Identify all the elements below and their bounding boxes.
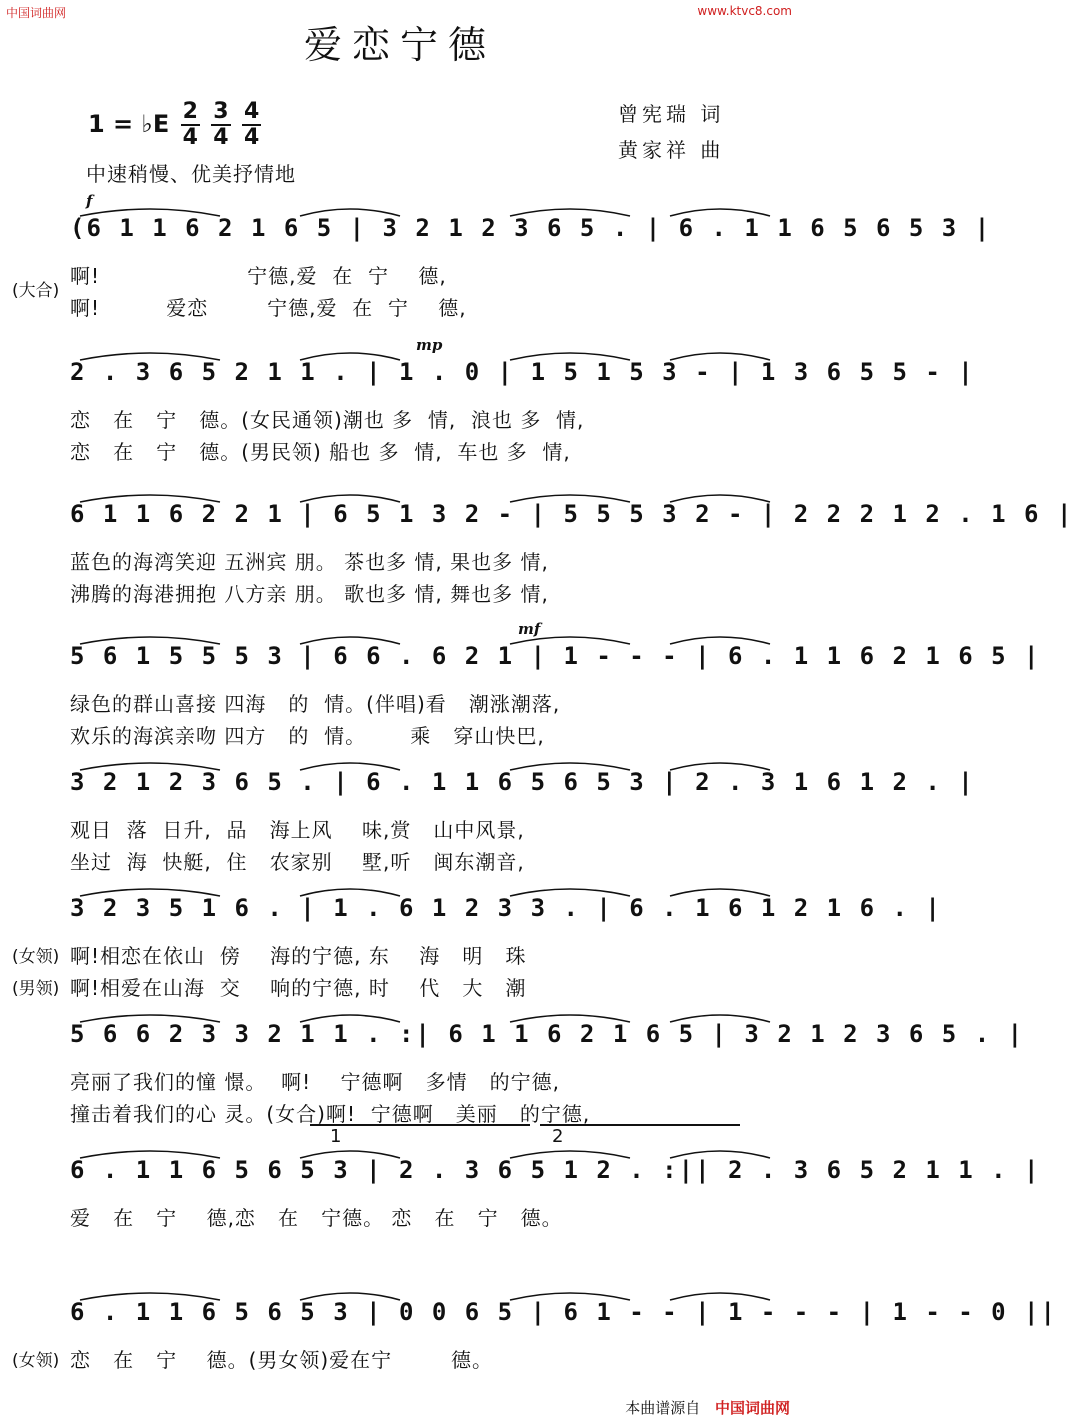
- part-tag-1: (女领): [12, 947, 60, 967]
- slur-1: [80, 495, 220, 502]
- notation-line: [70, 1290, 1057, 1334]
- slur-4: [670, 353, 770, 360]
- notation-line: [70, 492, 1073, 536]
- volta-1: [310, 1124, 530, 1147]
- lyric-line-2: 沸腾的海港拥抱 八方亲 朋。 歌也多 情, 舞也多 情,: [70, 582, 549, 606]
- notation-text: 6 . 1 1 6 5 6 5 3 | 2 . 3 6 5 1 2 . :|| 2 . 3 6 5 2 1 1 . |: [70, 1156, 1041, 1184]
- slur-2: [300, 763, 400, 770]
- notation-text: 5 6 6 2 3 3 2 1 1 . :| 6 1 1 6 2 1 6 5 | 3 2 1 2 3 6 5 . |: [70, 1020, 1025, 1048]
- lyric-line-2: 欢乐的海滨亲吻 四方 的 情。 乘 穿山快巴,: [70, 724, 545, 748]
- lyric-line-1: 恋 在 宁 德。(女民通领)潮也 多 情, 浪也 多 情,: [70, 408, 585, 432]
- slur-1: [80, 889, 220, 896]
- slur-3: [510, 1015, 630, 1022]
- slur-3: [510, 1293, 630, 1300]
- meter-2: [211, 100, 230, 150]
- lyric-line-1: 爱 在 宁 德,恋 在 宁德。 恋 在 宁 德。: [70, 1206, 563, 1230]
- notation-text: 5 6 1 5 5 5 3 | 6 6 . 6 2 1 | 1 - - - | 6 . 1 1 6 2 1 6 5 |: [70, 642, 1041, 670]
- slur-2: [300, 889, 400, 896]
- volta-2-label: 2: [552, 1126, 564, 1147]
- key-label: 1 = ♭E: [88, 110, 170, 138]
- watermark-left: 中国词曲网: [6, 6, 67, 20]
- notation-line: [70, 206, 992, 250]
- meter-1-den: 4: [182, 125, 198, 150]
- slur-2: [300, 1293, 400, 1300]
- notation-text: 6 1 1 6 2 2 1 | 6 5 1 3 2 - | 5 5 5 3 2 - | 2 2 2 1 2 . 1 6 |: [70, 500, 1073, 528]
- notation-line: [70, 1012, 1025, 1056]
- slur-3: [510, 495, 630, 502]
- slur-marks: [70, 1148, 782, 1160]
- lyric-line-1: 蓝色的海湾笑迎 五洲宾 朋。 茶也多 情, 果也多 情,: [70, 550, 549, 574]
- part-tag-1: (女领): [12, 1351, 60, 1371]
- volta-2: [540, 1124, 740, 1147]
- slur-2: [300, 1151, 400, 1158]
- lyric-line-1: 恋 在 宁 德。(男女领)爱在宁 德。: [70, 1348, 494, 1372]
- meter-1: [181, 100, 200, 150]
- slur-3: [510, 353, 630, 360]
- notation-text: 3 2 1 2 3 6 5 . | 6 . 1 1 6 5 6 5 3 | 2 . 3 1 6 1 2 . |: [70, 768, 975, 796]
- lyric-line-1: 亮丽了我们的憧 憬。 啊! 宁德啊 多情 的宁德,: [70, 1070, 561, 1094]
- slur-marks: [70, 886, 782, 898]
- slur-4: [670, 209, 770, 216]
- tempo-marking: 中速稍慢、优美抒情地: [86, 162, 296, 186]
- notation-line: [70, 350, 975, 394]
- song-title: 爱恋宁德: [303, 23, 496, 67]
- notation-text: 6 . 1 1 6 5 6 5 3 | 0 0 6 5 | 6 1 - - | 1 - - - | 1 - - 0 ||: [70, 1298, 1057, 1326]
- lyric-line-2: 啊!相爱在山海 交 响的宁德, 时 代 大 潮: [70, 976, 527, 1000]
- notation-line: [70, 634, 1041, 678]
- dynamic-mark: mf: [518, 620, 541, 638]
- lyric-line-1: 绿色的群山喜接 四海 的 情。(伴唱)看 潮涨潮落,: [70, 692, 561, 716]
- slur-2: [300, 495, 400, 502]
- footer-source: 本曲谱源自: [625, 1399, 701, 1417]
- slur-2: [300, 1015, 400, 1022]
- lyric-line-1: 啊!相恋在依山 傍 海的宁德, 东 海 明 珠: [70, 944, 527, 968]
- slur-marks: [70, 1012, 782, 1024]
- key-signature: [88, 100, 261, 150]
- slur-3: [510, 763, 630, 770]
- slur-4: [670, 1293, 770, 1300]
- dynamic-mark: mp: [416, 336, 443, 354]
- slur-2: [300, 209, 400, 216]
- slur-4: [670, 1151, 770, 1158]
- notation-text: 3 2 3 5 1 6 . | 1 . 6 1 2 3 3 . | 6 . 1 6 1 2 1 6 . |: [70, 894, 942, 922]
- footer-site: 中国词曲网: [714, 1399, 790, 1417]
- lyric-line-2: 撞击着我们的心 灵。(女合)啊! 宁德啊 美丽 的宁德,: [70, 1102, 591, 1126]
- part-tag-2: (男领): [12, 979, 60, 999]
- meter-2-num: 3: [213, 99, 229, 124]
- lyric-line-2: 坐过 海 快艇, 住 农家别 墅,听 闽东潮音,: [70, 850, 525, 874]
- slur-marks: [70, 206, 782, 218]
- slur-2: [300, 353, 400, 360]
- notation-line: [70, 886, 942, 930]
- notation-text: (6 1 1 6 2 1 6 5 | 3 2 1 2 3 6 5 . | 6 . 1 1 6 5 6 5 3 |: [70, 214, 992, 242]
- notation-line: [70, 760, 975, 804]
- composer-credit: 黄家祥 曲: [618, 138, 725, 162]
- slur-marks: [70, 1290, 782, 1302]
- meter-3-den: 4: [243, 125, 260, 150]
- slur-1: [80, 1015, 220, 1022]
- lyric-line-2: 啊! 爱恋 宁德,爱 在 宁 德,: [70, 296, 467, 320]
- slur-1: [80, 1293, 220, 1300]
- notation-line: [70, 1148, 1041, 1192]
- slur-4: [670, 495, 770, 502]
- part-tag: (大合): [12, 281, 60, 301]
- meter-2-den: 4: [213, 125, 229, 150]
- lyric-line-2: 恋 在 宁 德。(男民领) 船也 多 情, 车也 多 情,: [70, 440, 571, 464]
- watermark-right: www.ktvc8.com: [697, 4, 792, 18]
- lyric-line-1: 啊! 宁德,爱 在 宁 德,: [70, 264, 447, 288]
- slur-3: [510, 637, 630, 644]
- slur-1: [80, 637, 220, 644]
- slur-1: [80, 353, 220, 360]
- slur-marks: [70, 760, 782, 772]
- dynamic-mark: f: [86, 192, 93, 210]
- slur-3: [510, 209, 630, 216]
- meter-3: [242, 100, 261, 150]
- lyricist-credit: 曾宪瑞 词: [618, 102, 725, 126]
- slur-marks: [70, 492, 782, 504]
- slur-3: [510, 889, 630, 896]
- slur-1: [80, 1151, 220, 1158]
- slur-4: [670, 889, 770, 896]
- slur-4: [670, 637, 770, 644]
- volta-1-label: 1: [330, 1126, 342, 1147]
- lyric-line-1: 观日 落 日升, 品 海上风 味,赏 山中风景,: [70, 818, 525, 842]
- meter-1-num: 2: [182, 99, 198, 124]
- slur-1: [80, 763, 220, 770]
- meter-3-num: 4: [243, 99, 260, 124]
- notation-text: 2 . 3 6 5 2 1 1 . | 1 . 0 | 1 5 1 5 3 - | 1 3 6 5 5 - |: [70, 358, 975, 386]
- footer: [625, 1397, 790, 1418]
- slur-1: [80, 209, 220, 216]
- slur-4: [670, 763, 770, 770]
- slur-3: [510, 1151, 630, 1158]
- slur-marks: [70, 634, 782, 646]
- slur-4: [670, 1015, 770, 1022]
- slur-2: [300, 637, 400, 644]
